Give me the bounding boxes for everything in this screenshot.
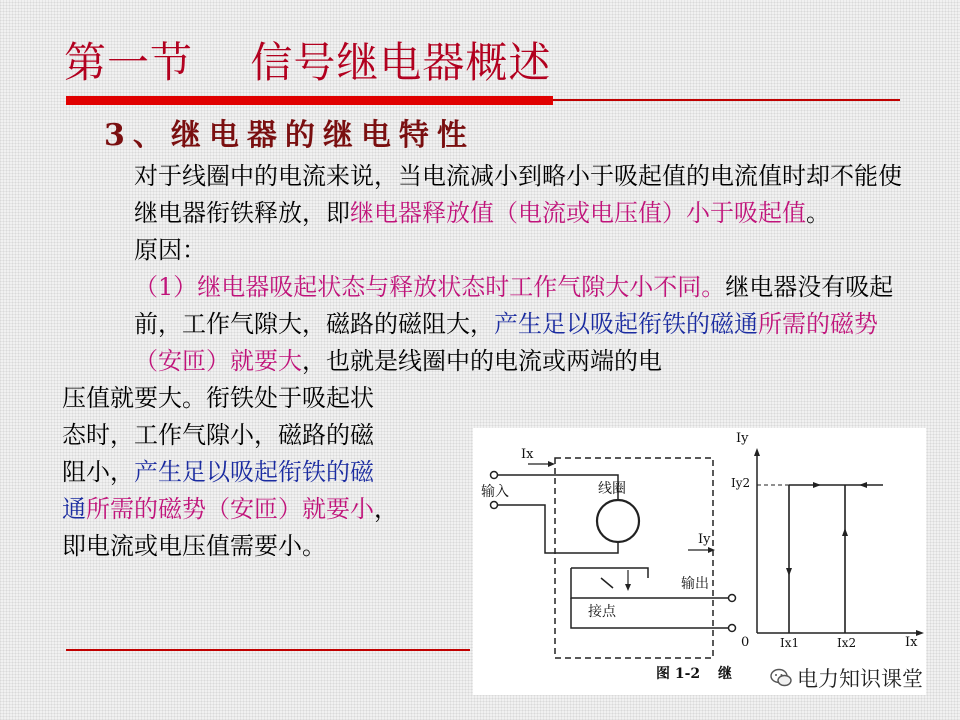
output-label: 输出 — [681, 576, 709, 592]
watermark — [770, 663, 923, 693]
p1-highlight: 继电器释放值（电流或电压值）小于吸起值 — [350, 199, 806, 227]
l4-magenta: 所需的磁势（安匝）就要小 — [86, 495, 374, 523]
output-terminal-top — [729, 595, 736, 602]
slide-title: 第一节 信号继电器概述 — [64, 38, 552, 87]
output-terminal-bottom — [729, 625, 736, 632]
l3-text: 阻小， — [62, 458, 134, 486]
narrow-line-1: 压值就要大。衔铁处于吸起状 — [62, 384, 374, 412]
section-heading: 3、继电器的继电特性 — [104, 118, 475, 153]
coil-icon — [597, 500, 639, 542]
ix-arrowhead — [548, 461, 555, 467]
iy-arrowhead — [708, 547, 715, 553]
contact-label: 接点 — [588, 604, 616, 620]
narrow-line-5: 即电流或电压值需要小。 — [62, 532, 326, 560]
input-terminal-bottom — [491, 502, 498, 509]
contact-arm — [571, 568, 648, 578]
pickup-arrow — [842, 528, 848, 536]
bottom-rule — [66, 649, 470, 651]
watermark-text: 电力知识课堂 — [797, 667, 923, 691]
narrow-line-3 — [62, 454, 452, 491]
relay-diagram — [473, 428, 926, 695]
origin-label: 0 — [741, 635, 750, 650]
input-label: 输入 — [481, 484, 509, 500]
p2-magenta: 所需的磁势（安匝）就要大 — [134, 310, 878, 375]
l4-blue: 通 — [62, 495, 86, 523]
p2-text: 继电器没有吸起前，工作气隙大，磁路的磁阻大， — [134, 273, 894, 338]
input-terminal-top — [491, 472, 498, 479]
contact-switch — [601, 578, 613, 588]
l4-end: ， — [374, 495, 398, 523]
p1-text: 对于线圈中的电流来说，当电流减小到略小于吸起值的电流值时却不能使继电器衔铁释放，即 — [134, 162, 902, 227]
paragraph-1 — [62, 158, 920, 232]
p1-end: 。 — [806, 199, 830, 227]
axis-y-label: Iy — [736, 431, 749, 446]
wechat-icon — [770, 668, 792, 688]
narrow-line-4 — [62, 491, 452, 528]
ix2-label: Ix2 — [837, 636, 857, 650]
p2-blue: 产生足以吸起衔铁的磁通 — [494, 310, 758, 338]
p2-lead: （1）继电器吸起状态与释放状态时工作气隙大小不同。 — [134, 273, 726, 301]
caption-number: 图 1-2 — [656, 666, 701, 682]
iy-label: Iy — [698, 532, 711, 547]
narrow-line-2: 态时，工作气隙小，磁路的磁 — [62, 421, 374, 449]
ix-label: Ix — [521, 447, 534, 462]
l3-blue: 产生足以吸起衔铁的磁 — [134, 458, 374, 486]
top-arrow-left — [859, 482, 867, 488]
relay-figure — [473, 428, 926, 695]
caption-text: 继 — [718, 666, 732, 682]
ix1-label: Ix1 — [780, 636, 800, 650]
paragraph-2 — [62, 269, 920, 380]
reason-label: 原因： — [134, 236, 206, 264]
release-arrow — [786, 568, 792, 576]
axis-y2-label: Iy2 — [731, 476, 751, 490]
title-rule-thin — [553, 99, 900, 101]
axis-x-label: Ix — [905, 635, 918, 650]
y-axis-arrow — [754, 448, 760, 456]
contact-arrowhead — [625, 584, 631, 591]
p2-tail: ，也就是线圈中的电流或两端的电 — [302, 347, 662, 375]
title-rule-thick — [66, 96, 553, 105]
coil-label: 线圈 — [598, 481, 626, 497]
top-arrow-right — [813, 482, 821, 488]
